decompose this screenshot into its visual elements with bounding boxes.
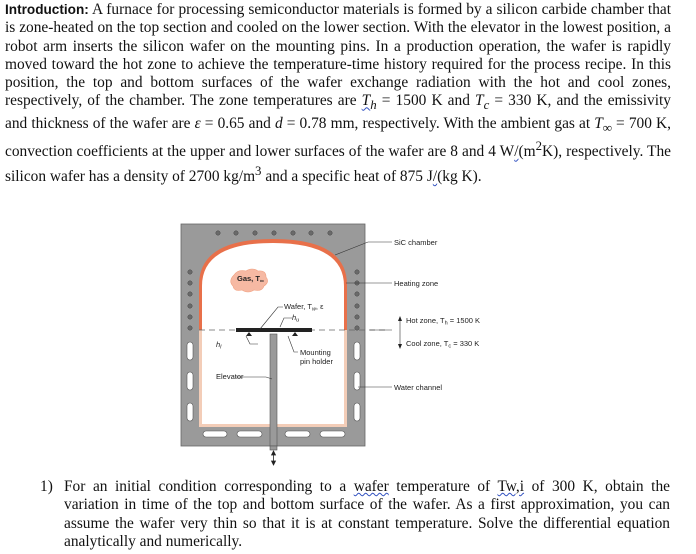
question-text: temperature of	[388, 478, 498, 495]
wafer	[236, 328, 312, 332]
wafer-label: Wafer, $T_w$, ε	[284, 302, 324, 313]
th-symbol: $T_h$	[361, 92, 377, 113]
twi-symbol: Tw,i	[497, 478, 525, 495]
intro-text: (m	[518, 143, 536, 161]
gas-label: Gas, $T_\infty$	[237, 274, 264, 285]
elevator-label: Elevator	[216, 372, 244, 381]
sic-chamber-label: SiC chamber	[394, 238, 438, 247]
intro-text: = 0.65 and	[200, 114, 275, 132]
mounting-label: Mounting	[300, 348, 331, 357]
question-text: of 300 K, obtain the variation in time of the top and bottom surface of the wafer. As a first approximation, you can assume the wafer very thin so that it is at constant temperature. Solve the differential equation analytically and numerically.	[64, 478, 670, 550]
intro-text: A furnace for processing semiconductor materials is formed by a silicon carbide chamber that is zone-heated on the top section and cooled on the lower section. With the elevator in the lowest position, a robot arm inserts the silicon wafer on the mounting pins. In a production operation, the wafer is rapidly moved toward the hot zone to achieve the temperature-time history required for the process recipe. In this position, the top and bottom surfaces of the wafer exchange radiation with the hot and cool zones, respectively, of the chamber. The zone temperatures are	[5, 1, 671, 110]
intro-label: Introduction:	[5, 2, 89, 17]
intro-text: /	[514, 143, 519, 161]
furnace-diagram	[170, 215, 490, 473]
intro-text: = 700 K, convection coefficients at the upper and lower surfaces of the wafer are 8 and 4 W	[5, 114, 672, 161]
hot-zone-label: Hot zone, $T_h = 1500$ K	[406, 316, 481, 327]
cool-zone-label: Cool zone, $T_c = 330$ K	[406, 339, 480, 350]
intro-text: K), respectively. The silicon wafer has a density of 2700 kg/m	[5, 143, 671, 185]
elevator-arrow-icon	[272, 451, 276, 465]
water-channel-label: Water channel	[394, 383, 443, 392]
d-symbol: d	[274, 114, 283, 132]
question-text: For an initial condition corresponding to a	[64, 478, 354, 495]
epsilon-symbol: ε	[194, 114, 201, 132]
intro-text: = 1500 K and	[376, 92, 476, 110]
intro-text: and a specific heat of 875 J	[261, 167, 433, 185]
tinf-symbol: $T_\infty$	[594, 114, 612, 135]
elevator-shaft	[270, 334, 277, 446]
hu-label: $h_u$	[292, 313, 300, 324]
intro-paragraph	[5, 1, 671, 186]
question-1	[40, 478, 670, 551]
intro-text: = 330 K, and the emissivity and thickness of the wafer are	[5, 92, 671, 132]
heating-zone-label: Heating zone	[394, 279, 439, 288]
question-number: 1)	[40, 478, 53, 495]
question-text: wafer	[353, 478, 389, 495]
elevator-shaft	[270, 446, 277, 450]
hl-label: $h_l$	[216, 340, 222, 351]
mounting-label-2: pin holder	[300, 357, 333, 366]
intro-text: (kg K).	[437, 167, 482, 185]
chamber-interior	[202, 243, 344, 330]
tc-symbol: $T_c$	[475, 92, 490, 113]
superscript: 2	[535, 139, 543, 154]
intro-text: /	[432, 167, 438, 185]
superscript: 3	[255, 163, 262, 178]
intro-text: = 0.78 mm, respectively. With the ambient gas at	[282, 114, 595, 132]
